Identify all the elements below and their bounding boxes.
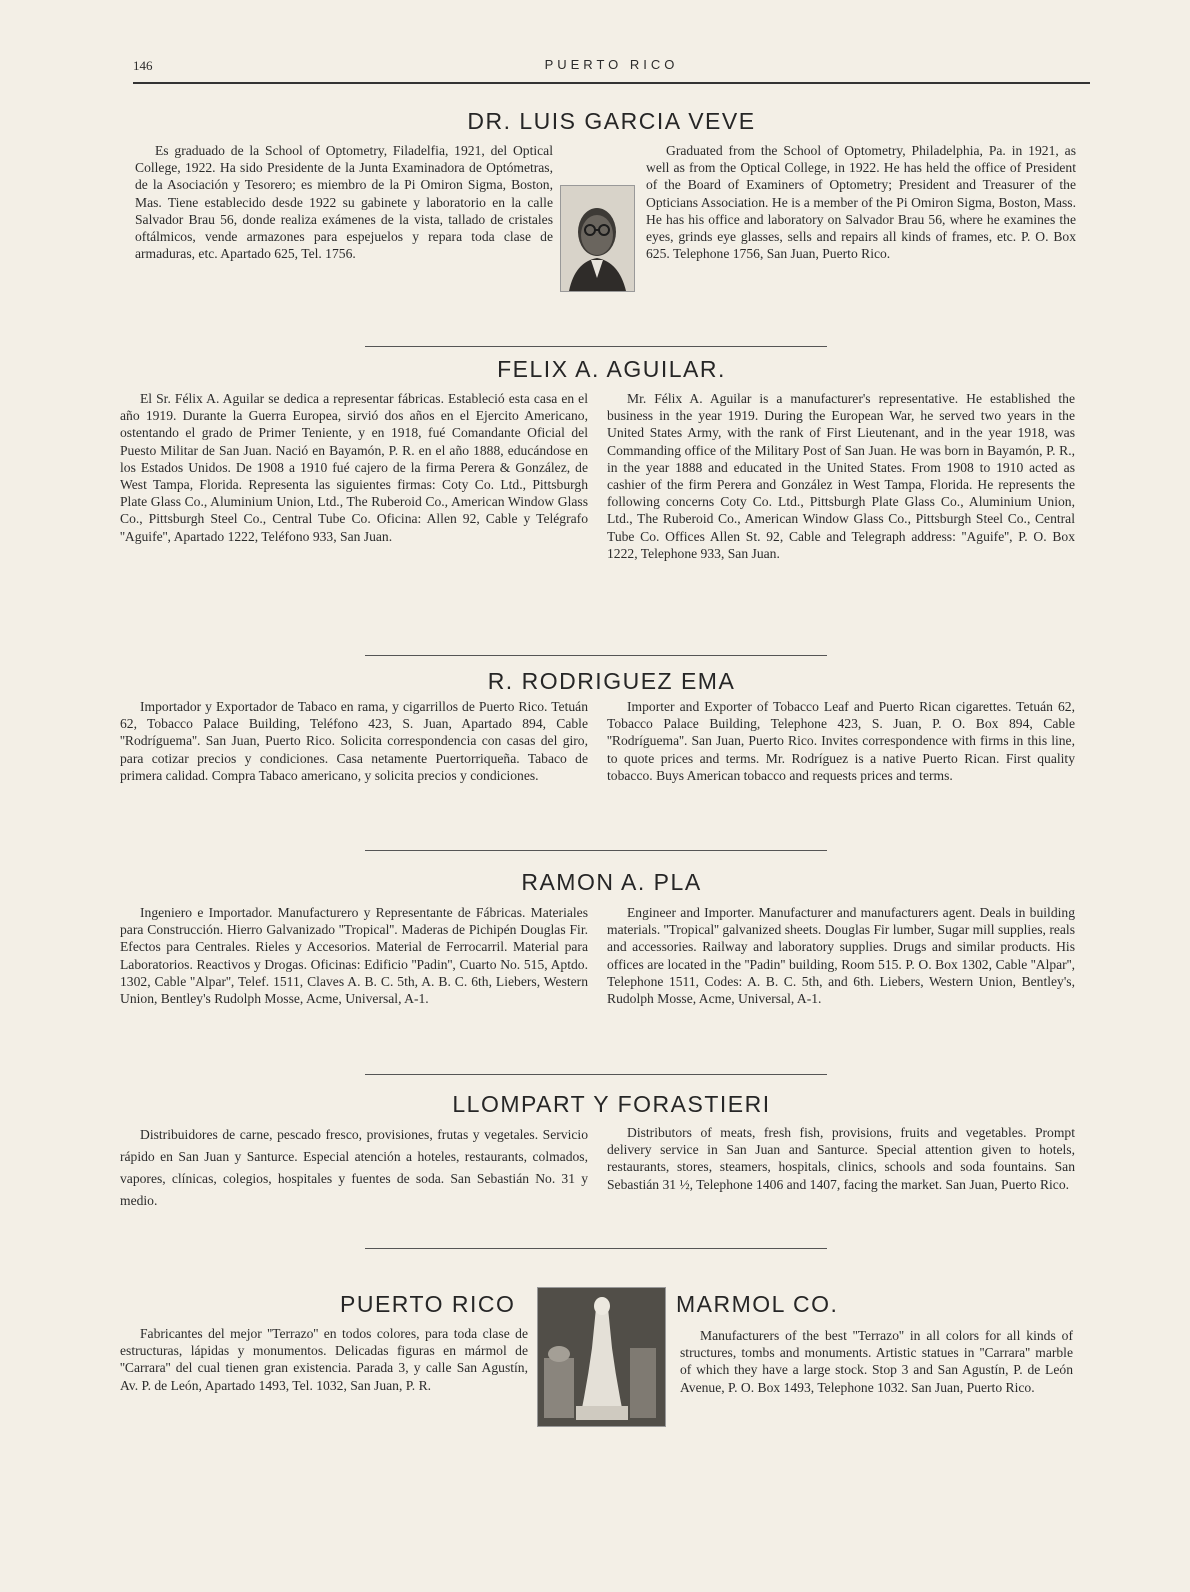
running-title: PUERTO RICO xyxy=(544,57,679,72)
page-header xyxy=(133,52,1090,84)
section-divider xyxy=(365,850,827,851)
pla-spanish-text: Ingeniero e Importador. Manufacturero y Representante de Fábricas. Materiales para Construcción. Hierro Galvanizado ''Tropical''. Maderas de Pichipén Douglas Fir. Efectos para Centrales. Rieles y Accesorios. Material de Ferrocarril. Material para Laboratorios. Reactivos y Drogas. Oficinas: Edificio ''Padin'', Cuarto No. 515, Aptdo. 1302, Cable ''Alpar'', Telef. 1511, Claves A. B. C. 5th, A. B. C. 6th, Liebers, Western Union, Bentley's Rudolph Mosse, Acme, Universal, A-1. xyxy=(120,905,588,1007)
section-title-garcia-veve: DR. LUIS GARCIA VEVE xyxy=(467,108,756,134)
section-title-aguilar: FELIX A. AGUILAR. xyxy=(497,356,726,382)
section-title-rodriguez-ema: R. RODRIGUEZ EMA xyxy=(487,668,736,694)
llompart-spanish-text: Distribuidores de carne, pescado fresco, provisiones, frutas y vegetales. Servicio rápido en San Juan y Santurce. Especial atención a hoteles, restaurants, colmados, vapores, clínicas, colegios, hospitales y fuentes de soda. San Sebastián No. 31 y medio. xyxy=(120,1127,588,1208)
garcia-veve-spanish-text: Es graduado de la School of Optometry, Filadelfia, 1921, del Optical College, 1922. Ha sido Presidente de la Junta Examinadora de Optómetras, de la Asociación y Tesorero; es miembro de la Pi Omiron Sigma, Boston, Mas. Tiene establecido desde 1922 su gabinete y laboratorio en la calle Salvador Brau 56, donde realiza exámenes de la vista, tallado de cristales oftálmicos, vende armazones para espejuelos y repara toda clase de armaduras, etc. Apartado 625, Tel. 1756. xyxy=(135,143,553,262)
section-divider xyxy=(365,346,827,347)
marmol-spanish-text: Fabricantes del mejor ''Terrazo'' en todos colores, para toda clase de estructuras, lápidas y monumentos. Delicadas figuras en mármol de ''Carrara'' del cual tienen gran existencia. Parada 3, y calle San Agustín, Av. P. de León, Apartado 1493, Tel. 1032, San Juan, P. R. xyxy=(120,1326,528,1393)
marmol-title-right: MARMOL CO. xyxy=(676,1291,839,1317)
statue-photo xyxy=(537,1287,666,1427)
page-number: 146 xyxy=(133,58,153,73)
portrait-image xyxy=(561,186,634,291)
section-divider xyxy=(365,1248,827,1249)
aguilar-spanish-text: El Sr. Félix A. Aguilar se dedica a representar fábricas. Estableció esta casa en el año 1919. Durante la Guerra Europea, sirvió dos años en el Ejercito Americano, ostentando el grado de Primer Teniente, y en 1918, fué Comandante Oficial del Puesto Militar de San Juan. Nació en Bayamón, P. R. en el año 1888, educándose en los Estados Unidos. De 1908 a 1910 fué cajero de la firma Perera & González, de West Tampa, Florida. Representa las siguientes firmas: Coty Co. Ltd., Pittsburgh Plate Glass Co., Aluminium Union, Ltd., The Ruberoid Co., American Window Glass Co., Pittsburgh Steel Co., Central Tube Co. Oficina: Allen 92, Cable y Telégrafo ''Aguife'', Apartado 1222, Teléfono 933, San Juan. xyxy=(120,391,588,544)
pla-english-text: Engineer and Importer. Manufacturer and manufacturers agent. Deals in building materials. ''Tropical'' galvanized sheets. Douglas Fir lumber, Sugar mill supplies, reals and accessories. Railway and laboratory supplies. Drugs and similar products. His offices are located in the ''Padin'' building, Room 515. P. O. Box 1302, Cable ''Alpar'', Telephone 1511, Codes: A. B. C. 5th, and 6th. Liebers, Western Union, Bentley's, Rudolph Mosse, Acme, Universal, A-1. xyxy=(607,905,1075,1007)
section-title-ramon-pla: RAMON A. PLA xyxy=(521,869,702,895)
rodriguez-spanish-text: Importador y Exportador de Tabaco en rama, y cigarrillos de Puerto Rico. Tetuán 62, Tobacco Palace Building, Teléfono 423, S. Juan, Apartado 894, Cable ''Rodríguema''. San Juan, Puerto Rico. Solicita correspondencia con casas del giro, para cotizar precios y condiciones. Casa netamente Puertorriqueña. Tabaco de primera calidad. Compra Tabaco americano, y solicita precios y condiciones. xyxy=(120,699,588,783)
portrait-photo xyxy=(560,185,635,292)
rodriguez-english-text: Importer and Exporter of Tobacco Leaf and Puerto Rican cigarettes. Tetuán 62, Tobacco Palace Building, Telephone 423, S. Juan, P. O. Box 894, Cable ''Rodríguema''. San Juan, Puerto Rico. Invites correspondence with firms in this line, to quote prices and terms. Mr. Rodríguez is a native Puerto Rican. First quality tobacco. Buys American tobacco and requests prices and terms. xyxy=(607,699,1075,783)
garcia-veve-english-text: Graduated from the School of Optometry, Philadelphia, Pa. in 1921, as well as from the Optical College, in 1922. He has held the office of President of the Board of Examiners of Optometry; President and Treasurer of the Opticians Association. He is a member of the Pi Omiron Sigma, Boston, Mass. He has his office and laboratory on Salvador Brau 56, where he examines the eyes, grinds eye glasses, sells and repairs all kinds of frames, etc. P. O. Box 625. Telephone 1756, San Juan, Puerto Rico. xyxy=(646,143,1076,262)
marmol-english-text: Manufacturers of the best ''Terrazo'' in all colors for all kinds of structures, tombs and monuments. Artistic statues in ''Carrara'' marble of which they have a large stock. Stop 3 and San Agustín, P. de León Avenue, P. O. Box 1493, Telephone 1032. San Juan, Puerto Rico. xyxy=(680,1328,1073,1395)
aguilar-english-text: Mr. Félix A. Aguilar is a manufacturer's representative. He established the business in the year 1919. During the European War, he served two years in the United States Army, with the rank of First Lieutenant, and in the year 1918, was Commanding office of the Military Post of San Juan. He was born in Bayamón, P. R., in the year 1888 and educated in the United States. From 1908 to 1910 acted as cashier of the firm Perera and González in West Tampa, Florida. He represents the following concerns Coty Co. Ltd., Pittsburgh Plate Glass Co., Aluminium Union, Ltd., The Ruberoid Co., American Window Glass Co., Pittsburgh Steel Co., Central Tube Co. Offices Allen St. 92, Cable and Telegraph address: ''Aguife'', P. O. Box 1222, Telephone 933, San Juan. xyxy=(607,391,1075,561)
llompart-english-text: Distributors of meats, fresh fish, provisions, fruits and vegetables. Prompt delivery service in San Juan and Santurce. Special attention given to hotels, restaurants, stores, steamers, hospitals, clinics, schools and soda fountains. San Sebastián 31 ½, Telephone 1406 and 1407, facing the market. San Juan, Puerto Rico. xyxy=(607,1125,1075,1192)
statue-image xyxy=(538,1288,665,1426)
marmol-title-left: PUERTO RICO xyxy=(340,1291,516,1317)
section-divider xyxy=(365,655,827,656)
section-divider xyxy=(365,1074,827,1075)
section-title-llompart: LLOMPART Y FORASTIERI xyxy=(452,1091,771,1117)
